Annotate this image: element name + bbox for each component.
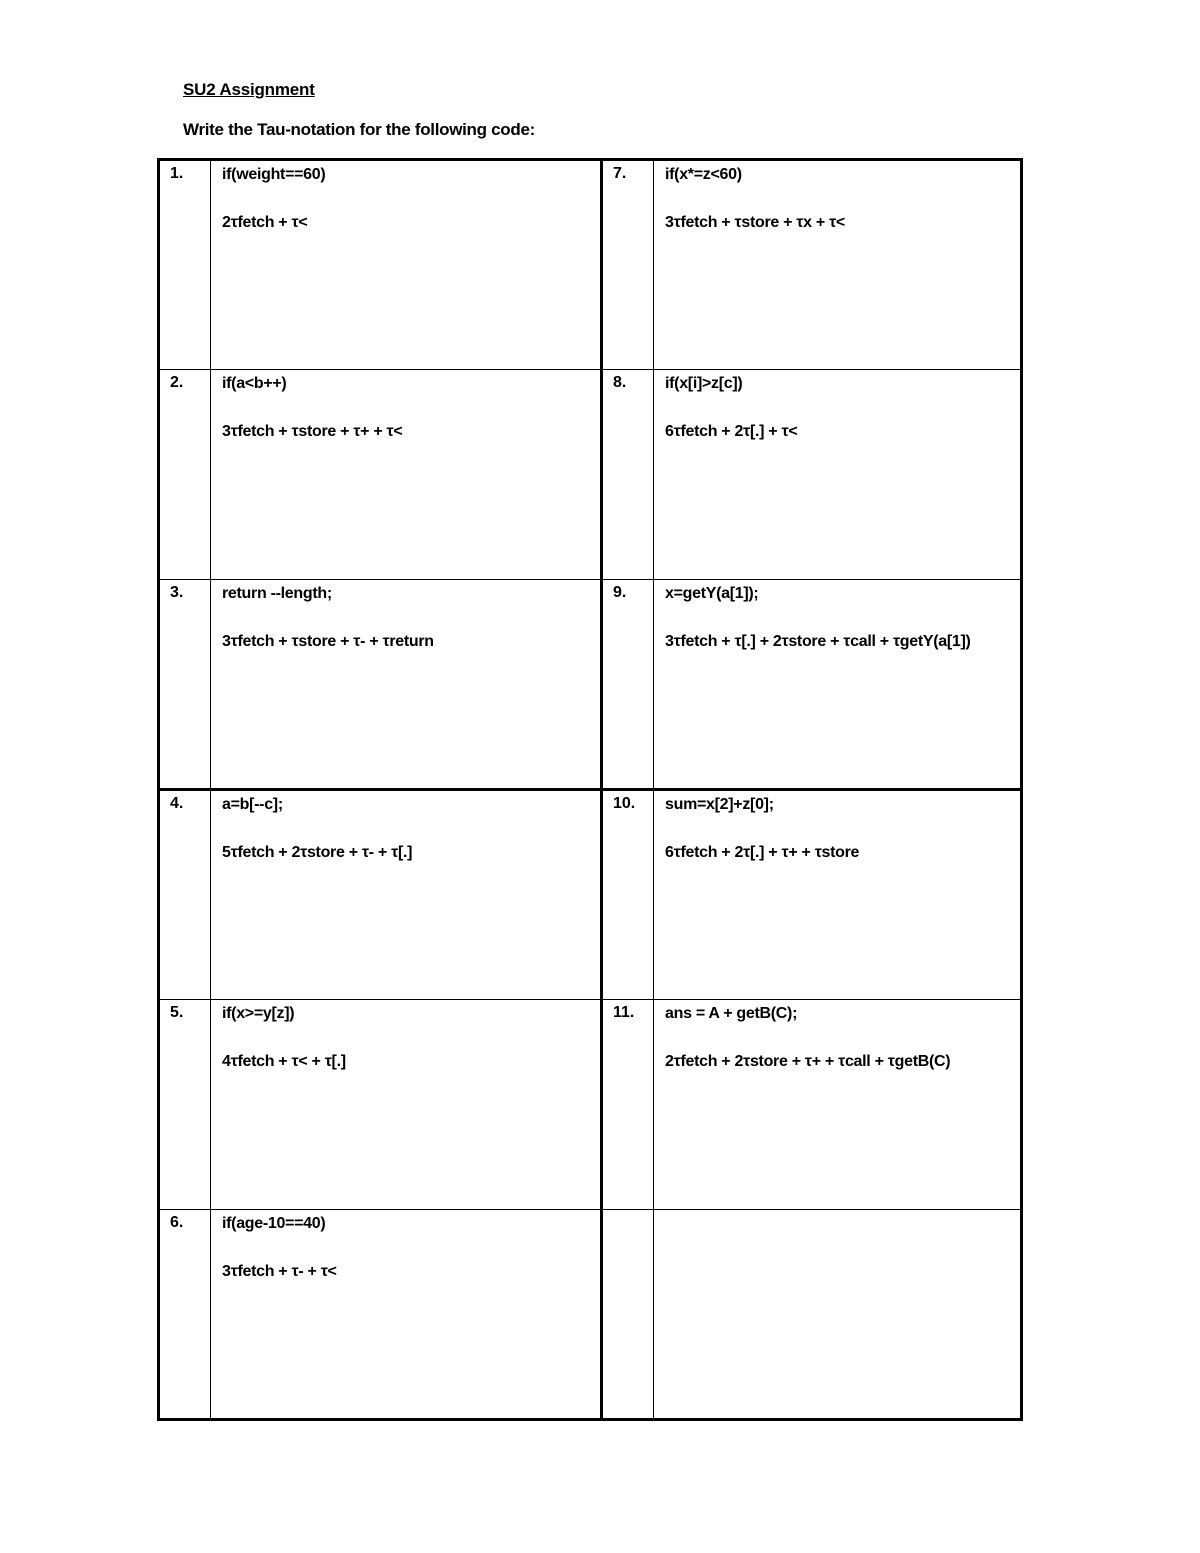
exercise-cell (211, 1210, 602, 1420)
code-snippet: if(x[i]>z[c]) (665, 375, 743, 392)
table-row (159, 580, 1022, 790)
exercise-number-empty (602, 1210, 654, 1420)
exercise-number: 5. (159, 1000, 211, 1210)
exercise-cell (654, 160, 1022, 370)
code-snippet: if(weight==60) (222, 166, 326, 183)
exercise-cell (211, 580, 602, 790)
table-row (159, 160, 1022, 370)
table-row (159, 790, 1022, 1000)
code-snippet: x=getY(a[1]); (665, 585, 759, 602)
exercise-number: 4. (159, 790, 211, 1000)
exercise-cell (211, 370, 602, 580)
tau-answer: 3τfetch + τ- + τ< (222, 1263, 337, 1280)
tau-answer: 3τfetch + τstore + τ- + τreturn (222, 633, 434, 650)
code-snippet: ans = A + getB(C); (665, 1005, 798, 1022)
table-row (159, 370, 1022, 580)
exercise-cell (654, 1000, 1022, 1210)
exercise-number: 8. (602, 370, 654, 580)
code-snippet: return --length; (222, 585, 332, 602)
exercise-number: 10. (602, 790, 654, 1000)
tau-answer: 2τfetch + 2τstore + τ+ + τcall + τgetB(C) (665, 1053, 951, 1070)
exercise-number: 2. (159, 370, 211, 580)
code-snippet: a=b[--c]; (222, 796, 283, 813)
page-title: SU2 Assignment (183, 80, 315, 99)
tau-answer: 3τfetch + τstore + τx + τ< (665, 214, 845, 231)
exercise-cell (654, 790, 1022, 1000)
exercise-cell-empty (654, 1210, 1022, 1420)
exercise-cell (211, 790, 602, 1000)
tau-answer: 3τfetch + τ[.] + 2τstore + τcall + τgetY(a[1]) (665, 633, 971, 650)
instruction-text: Write the Tau-notation for the following code: (183, 120, 535, 139)
table-row (159, 1000, 1022, 1210)
code-snippet: sum=x[2]+z[0]; (665, 796, 774, 813)
tau-answer: 3τfetch + τstore + τ+ + τ< (222, 423, 403, 440)
tau-answer: 4τfetch + τ< + τ[.] (222, 1053, 346, 1070)
tau-answer: 5τfetch + 2τstore + τ- + τ[.] (222, 844, 413, 861)
exercise-cell (654, 580, 1022, 790)
exercise-cell (654, 370, 1022, 580)
exercise-table (157, 158, 1023, 1421)
exercise-number: 3. (159, 580, 211, 790)
exercise-number: 11. (602, 1000, 654, 1210)
tau-answer: 2τfetch + τ< (222, 214, 308, 231)
table-row (159, 1210, 1022, 1420)
code-snippet: if(x*=z<60) (665, 166, 742, 183)
code-snippet (665, 1214, 1020, 1234)
exercise-number: 6. (159, 1210, 211, 1420)
code-snippet: if(a<b++) (222, 375, 287, 392)
exercise-number: 7. (602, 160, 654, 370)
tau-answer: 6τfetch + 2τ[.] + τ< (665, 423, 798, 440)
exercise-number: 1. (159, 160, 211, 370)
code-snippet: if(age-10==40) (222, 1215, 326, 1232)
exercise-number: 9. (602, 580, 654, 790)
exercise-cell (211, 160, 602, 370)
exercise-cell (211, 1000, 602, 1210)
code-snippet: if(x>=y[z]) (222, 1005, 295, 1022)
tau-answer: 6τfetch + 2τ[.] + τ+ + τstore (665, 844, 860, 861)
